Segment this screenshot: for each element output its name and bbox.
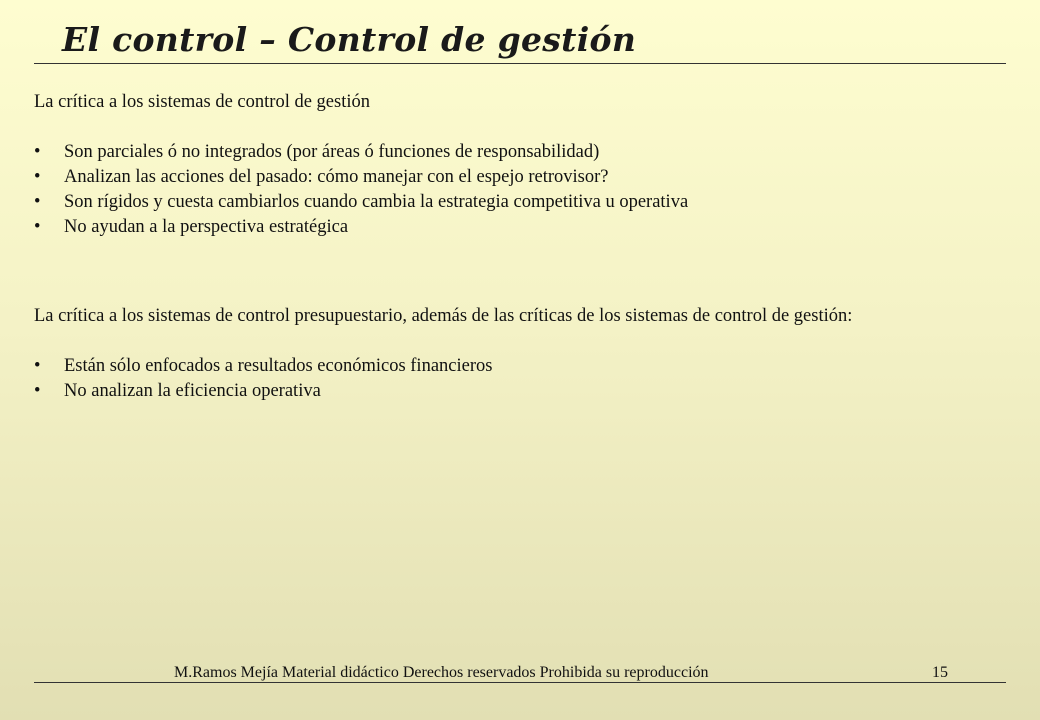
spacer bbox=[34, 115, 994, 140]
slide-content bbox=[34, 90, 994, 404]
list-item bbox=[34, 140, 994, 165]
bullet-icon: • bbox=[34, 142, 41, 162]
bullet-icon: • bbox=[34, 217, 41, 237]
list-item bbox=[34, 165, 994, 190]
bullet-text: Son parciales ó no integrados (por áreas ó funciones de responsabilidad) bbox=[64, 142, 600, 162]
list-item bbox=[34, 215, 994, 240]
list-item bbox=[34, 354, 994, 379]
bullet-icon: • bbox=[34, 192, 41, 212]
bullet-icon: • bbox=[34, 356, 41, 376]
section1-bullet-list bbox=[34, 140, 994, 240]
footer-copyright: M.Ramos Mejía Material didáctico Derechos reservados Prohibida su reproducción bbox=[174, 664, 709, 681]
bullet-text: Están sólo enfocados a resultados económicos financieros bbox=[64, 356, 493, 376]
section2-heading: La crítica a los sistemas de control presupuestario, además de las críticas de los sistemas de control de gestión: bbox=[34, 306, 853, 326]
slide-title: El control – Control de gestión bbox=[62, 20, 637, 59]
spacer bbox=[34, 329, 994, 354]
section2-bullet-list bbox=[34, 354, 994, 404]
list-item bbox=[34, 379, 994, 404]
bullet-text: Son rígidos y cuesta cambiarlos cuando cambia la estrategia competitiva u operativa bbox=[64, 192, 689, 212]
bullet-text: Analizan las acciones del pasado: cómo manejar con el espejo retrovisor? bbox=[64, 167, 609, 187]
bullet-text: No ayudan a la perspectiva estratégica bbox=[64, 217, 349, 237]
section1-heading: La crítica a los sistemas de control de gestión bbox=[34, 92, 370, 112]
bullet-icon: • bbox=[34, 381, 41, 401]
list-item bbox=[34, 190, 994, 215]
footer-underline bbox=[34, 682, 1006, 683]
title-underline bbox=[34, 63, 1006, 64]
page-number: 15 bbox=[932, 664, 948, 681]
bullet-text: No analizan la eficiencia operativa bbox=[64, 381, 321, 401]
bullet-icon: • bbox=[34, 167, 41, 187]
spacer bbox=[34, 240, 994, 304]
